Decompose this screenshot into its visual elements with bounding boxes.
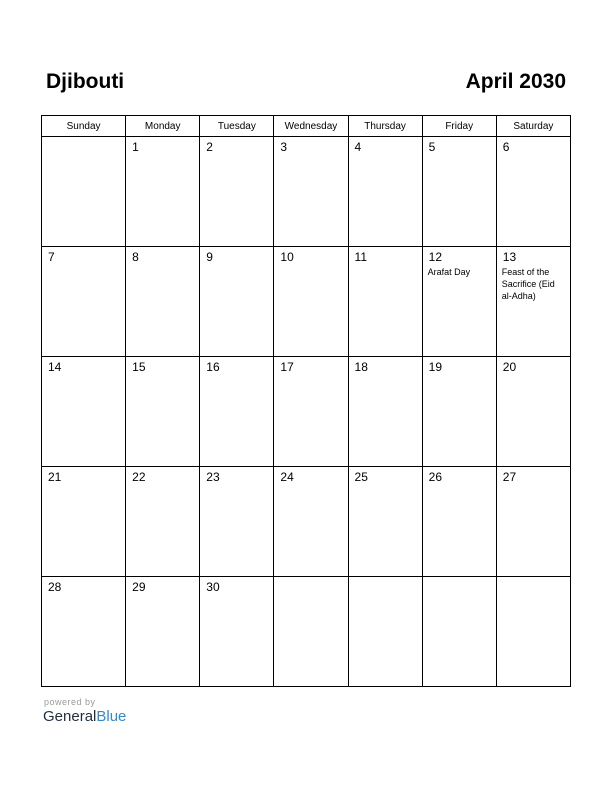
day-cell [126,247,200,357]
day-cell [200,577,274,687]
weekday-header: Monday [126,116,200,137]
day-cell [274,467,348,577]
day-number: 29 [132,580,146,594]
day-cell [348,137,422,247]
day-number: 22 [132,470,146,484]
day-cell [348,467,422,577]
day-cell [200,247,274,357]
day-cell [422,357,496,467]
day-cell [496,467,570,577]
day-number: 18 [354,360,368,374]
weekday-header: Friday [422,116,496,137]
day-number: 10 [280,250,294,264]
empty-day-cell [42,137,126,247]
day-number: 4 [354,140,362,154]
day-number: 5 [428,140,436,154]
branding [43,697,126,725]
week-row [42,577,571,687]
day-number: 26 [428,470,443,484]
logo-general-text: General [43,708,97,725]
empty-day-cell [422,577,496,687]
day-number: 8 [132,250,139,264]
weekday-header: Saturday [496,116,570,137]
day-number: 20 [502,360,517,374]
day-cell [126,577,200,687]
day-number: 17 [280,360,294,374]
day-number: 16 [206,360,220,374]
day-number: 14 [48,360,62,374]
calendar-grid [41,115,571,687]
day-number: 19 [428,360,443,374]
day-cell [126,357,200,467]
holiday-label: Arafat Day [427,267,471,277]
generalblue-logo [43,708,126,725]
day-cell [42,357,126,467]
weekday-header: Wednesday [274,116,348,137]
day-number: 24 [280,470,294,484]
day-cell [126,137,200,247]
day-cell [42,577,126,687]
empty-day-cell [348,577,422,687]
day-number: 3 [280,140,288,154]
week-row [42,247,571,357]
day-cell [274,137,348,247]
day-cell [348,357,422,467]
empty-day-cell [496,577,570,687]
weekday-header: Tuesday [200,116,274,137]
weekday-header: Sunday [42,116,126,137]
week-row [42,137,571,247]
day-number: 1 [132,140,139,154]
country-title: Djibouti [46,70,125,93]
day-number: 28 [48,580,62,594]
day-cell [274,357,348,467]
day-cell [200,137,274,247]
day-cell [200,357,274,467]
day-cell [274,247,348,357]
empty-day-cell [274,577,348,687]
day-cell [42,247,126,357]
day-cell [126,467,200,577]
day-number: 21 [48,470,62,484]
day-cell [348,247,422,357]
day-number: 7 [48,250,55,264]
powered-by-text: powered by [44,697,96,707]
month-title: April 2030 [465,70,566,93]
holiday-label: Feast of the Sacrifice (Eid al-Adha) [501,267,555,301]
day-number: 11 [354,250,367,264]
day-number: 12 [428,250,443,264]
logo-blue-text: Blue [96,708,127,725]
day-cell [496,247,570,357]
day-cell [496,357,570,467]
day-number: 23 [206,470,220,484]
day-number: 27 [502,470,517,484]
day-cell [422,247,496,357]
day-number: 13 [502,250,517,264]
day-number: 30 [206,580,220,594]
week-row [42,467,571,577]
day-number: 2 [206,140,213,154]
day-cell [496,137,570,247]
day-cell [200,467,274,577]
day-number: 9 [206,250,213,264]
weekday-header: Thursday [348,116,422,137]
day-cell [422,137,496,247]
weekday-header-row [42,116,571,137]
day-cell [422,467,496,577]
day-cell [42,467,126,577]
week-row [42,357,571,467]
day-number: 6 [502,140,510,154]
day-number: 15 [132,360,146,374]
day-number: 25 [354,470,368,484]
